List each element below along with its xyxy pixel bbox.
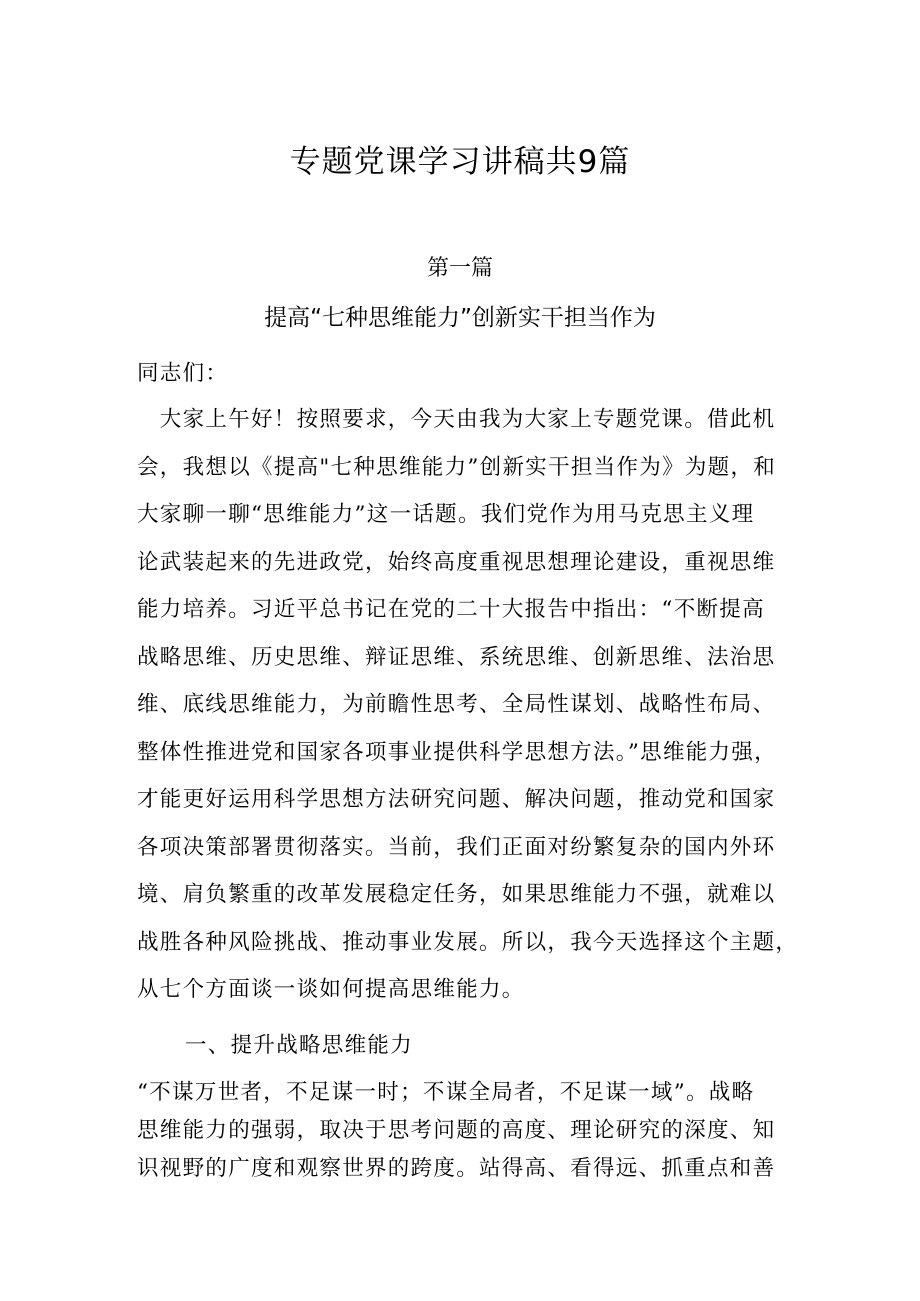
paragraph-line: 整体性推进党和国家各项事业提供科学思想方法。”思维能力强， (137, 739, 777, 765)
paragraph-line: 大家上午好！按照要求，今天由我为大家上专题党课。借此机 (137, 407, 776, 432)
section-title: 提高“七种思维能力”创新实干担当作为 (264, 305, 656, 331)
paragraph-strategic-thinking (137, 1074, 797, 1188)
document-title: 专题党课学习讲稿共9篇 (289, 144, 631, 180)
salutation (137, 350, 797, 398)
paragraph-line: 论武装起来的先进政党，始终高度重视思想理论建设，重视思维 (137, 549, 776, 575)
paragraph-line: “不谋万世者，不足谋一时；不谋全局者，不足谋一域”。战略 (137, 1080, 755, 1105)
paragraph-line: 战略思维、历史思维、辩证思维、系统思维、创新思维、法治思 (137, 644, 776, 670)
section-label: 第一篇 (426, 256, 493, 281)
paragraph-line: 能力培养。习近平总书记在党的二十大报告中指出：“不断提高 (137, 597, 765, 622)
paragraph-line: 维、底线思维能力，为前瞻性思考、全局性谋划、战略性布局、 (137, 692, 776, 717)
paragraph-line: 战胜各种风险挑战、推动事业发展。所以，我今天选择这个主题， (137, 929, 799, 955)
paragraph-line: 境、肩负繁重的改革发展稳定任务，如果思维能力不强，就难以 (137, 882, 776, 907)
salutation-text: 同志们： (137, 361, 229, 386)
paragraph-line: 会，我想以《提高"七种思维能力”创新实干担当作为》为题，和 (137, 454, 777, 480)
paragraph-line: 才能更好运用科学思想方法研究问题、解决问题，推动党和国家 (137, 787, 776, 812)
paragraph-line: 大家聊一聊“思维能力”这一话题。我们党作为用马克思主义理 (137, 502, 755, 527)
paragraph-intro (137, 396, 797, 1014)
paragraph-line: 各项决策部署贯彻落实。当前，我们正面对纷繁复杂的国内外环 (137, 834, 776, 860)
section-heading: 一、提升战略思维能力 (185, 1033, 414, 1058)
paragraph-line: 从七个方面谈一谈如何提高思维能力。 (137, 977, 525, 1002)
paragraph-line: 思维能力的强弱，取决于思考问题的高度、理论研究的深度、知 (137, 1118, 776, 1143)
paragraph-line: 识视野的广度和观察世界的跨度。站得高、看得远、抓重点和善 (137, 1156, 776, 1181)
